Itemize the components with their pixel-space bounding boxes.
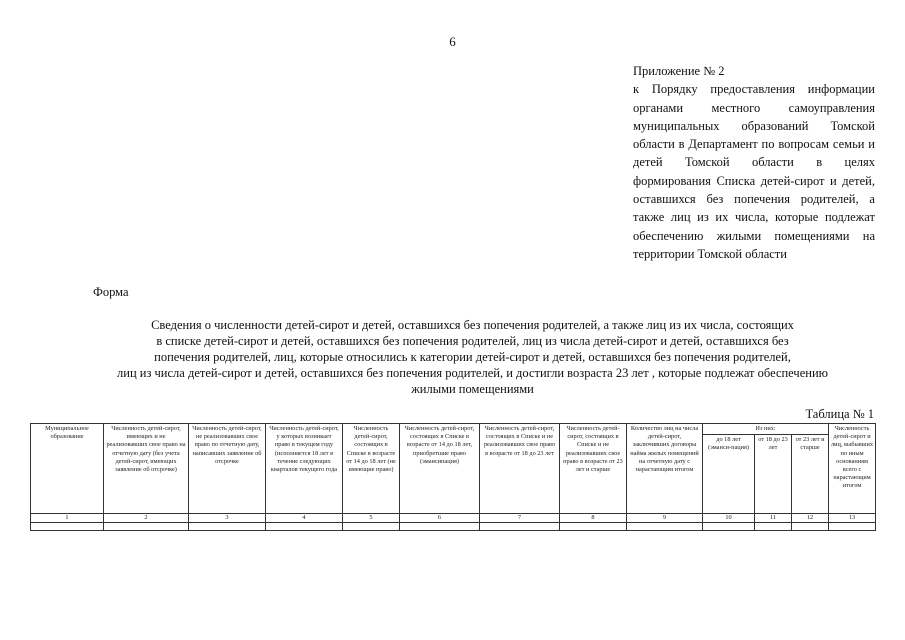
empty-cell [189,523,266,531]
column-number: 8 [560,514,627,523]
subheader-cell: от 18 до 23 лет [755,435,792,514]
header-cell: Численность детей-сирот и лиц, выбывших по иным основаниям всего с нарастающим итогом [829,424,876,514]
header-cell: Численность детей-сирот, имеющих и не реализовавших свое право на отчетную дату (без учета детей-сирот, имеющих заявление об отсрочке) [104,424,189,514]
column-number: 1 [31,514,104,523]
empty-cell [266,523,343,531]
heading-line: попечения родителей, лиц, которые относились к категории детей-сирот и детей, оставшихся без попечения родителей, [154,350,791,364]
column-number: 4 [266,514,343,523]
table-header-row [31,424,876,435]
page-number: 6 [449,34,456,49]
subheader-cell: до 18 лет (эманси-пация) [703,435,755,514]
empty-data-row [31,523,876,531]
header-cell: Численность детей-сирот, состоящих в Списке и не реализовавших свое право в возрасте от 23 лет и старше [560,424,627,514]
empty-cell [31,523,104,531]
heading-line: лиц из числа детей-сирот и детей, оставшихся без попечения родителей, и достигли возраста 23 лет , которые подлежат обеспечению [117,366,828,380]
empty-cell [104,523,189,531]
subheader-cell: от 23 лет и старше [792,435,829,514]
header-cell: Численность детей-сирот, состоящих в Списке и не реализовавших свое право в возрасте от 18 до 23 лет [480,424,560,514]
empty-cell [829,523,876,531]
column-number: 13 [829,514,876,523]
header-cell: Численность детей-сирот, у которых возникает право в текущем году (исполняется 18 лет в течение следующих кварталов текущего года [266,424,343,514]
empty-cell [792,523,829,531]
form-label: Форма [93,285,129,299]
column-number: 9 [627,514,703,523]
document-heading [60,317,885,397]
heading-line: в списке детей-сирот и детей, оставшихся без попечения родителей, лиц из числа детей-сирот и детей, оставшихся без [156,334,789,348]
appendix-body: к Порядку предоставления информации органами местного самоуправления муниципальных образований Томской области в Департамент по вопросам семьи и детей Томской области в целях формирования Списка детей-сирот и детей, оставшихся без попечения родителей, а также лиц из их числа, которые подлежат обеспечению жилыми помещениями на территории Томской области [633,82,875,261]
appendix-block [633,62,875,263]
column-number: 6 [400,514,480,523]
column-number: 5 [343,514,400,523]
header-cell: Численность детей-сирот, состоящих в Списке в возрасте от 14 до 18 лет (не имеющие право) [343,424,400,514]
appendix-title: Приложение № 2 [633,64,725,78]
column-number: 10 [703,514,755,523]
table-label: Таблица № 1 [805,407,874,421]
header-cell-group: Из них: [703,424,829,435]
column-number: 7 [480,514,560,523]
heading-line: Сведения о численности детей-сирот и детей, оставшихся без попечения родителей, а также лиц из их числа, состоящих [151,318,794,332]
column-number: 12 [792,514,829,523]
report-table [30,423,876,531]
empty-cell [560,523,627,531]
column-number-row [31,514,876,523]
header-cell: Численность детей-сирот, состоящих в Списке в возрасте от 14 до 18 лет, приобретшие право (эмансипация) [400,424,480,514]
column-number: 3 [189,514,266,523]
empty-cell [480,523,560,531]
empty-cell [703,523,755,531]
heading-line: жилыми помещениями [411,382,534,396]
empty-cell [343,523,400,531]
empty-cell [755,523,792,531]
header-cell: Муниципальное образование [31,424,104,514]
column-number: 2 [104,514,189,523]
header-cell: Численность детей-сирот, не реализовавших свое право по отчетную дату, написавших заявление об отсрочке [189,424,266,514]
column-number: 11 [755,514,792,523]
empty-cell [627,523,703,531]
header-cell: Количество лиц на числа детей-сирот, заключивших договоры найма жилых помещений на отчетную дату с нарастающим итогом [627,424,703,514]
empty-cell [400,523,480,531]
